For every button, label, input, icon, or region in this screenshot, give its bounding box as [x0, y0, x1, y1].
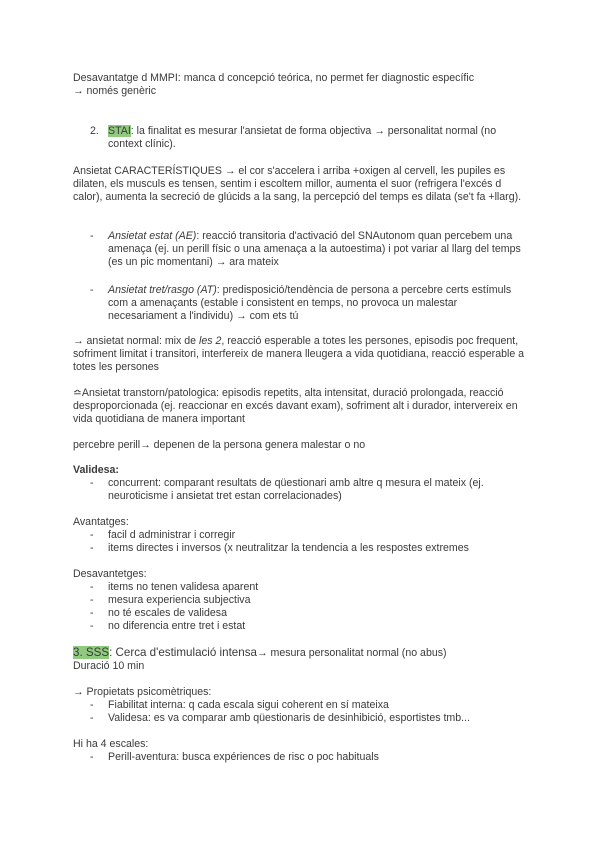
properties-dash-1: - [90, 699, 94, 711]
at-description: : predisposició/tendència de persona a percebre certs estímuls com a amenaçants (estable i consistent en temps, no provoca un malestar necesariament a l'individu) → com ets tú [108, 284, 512, 322]
ae-description: : reacció transitoria d'activació del SNAutonom quan percebem una amenaça (ej. un perill físic o una amenaça a la autoestima) i pot variar al llarg del temps (es un pic momentani) → ara mateix [108, 230, 521, 268]
properties-item-2: Validesa: es va comparar amb qüestionaris de desinhibició, esportistes tmb... [108, 712, 470, 724]
properties-dash-2: - [90, 712, 94, 724]
sss-title: : Cerca d'estimulació intensa [109, 646, 257, 659]
avantatges-dash-1: - [90, 529, 94, 541]
mmpi-disadvantage [73, 72, 525, 98]
avantatges-item-2: items directes i inversos (x neutralitzar la tendencia a les respostes extremes [108, 542, 469, 554]
sss-highlight: 3. SSS [73, 646, 110, 659]
validesa-dash: - [90, 477, 94, 489]
desavantatges-dash-2: - [90, 594, 94, 606]
mmpi-line-2: → només genèric [73, 85, 157, 97]
normal-pre: → ansietat normal: mix de [73, 335, 199, 347]
desavantatges-title: Desavantetges: [73, 568, 147, 580]
avantatges-title: Avantatges: [73, 516, 129, 528]
validesa-item: concurrent: comparant resultats de qüestionari amb altre q mesura el mateix (ej. neuroticisme i ansietat tret estan correlacionades) [108, 477, 484, 502]
mmpi-line-1: Desavantatge d MMPI: manca d concepció teórica, no permet fer diagnostic específic [73, 72, 475, 84]
perceive-danger: percebre perill→ depenen de la persona genera malestar o no [73, 439, 366, 451]
scales-dash-1: - [90, 751, 94, 763]
validesa-title: Validesa: [73, 464, 119, 476]
desavantatges-dash-3: - [90, 607, 94, 619]
avantatges-dash-2: - [90, 542, 94, 554]
stai-heading [108, 125, 528, 151]
pathological-anxiety: ≏Ansietat transtorn/patologica: episodis repetits, alta intensitat, duració prolongada, reacció desproporcionada (ej. reaccionar en excés davant exam), sofriment alt i durador, intervereix en vida quotidiana de manera important [73, 387, 518, 425]
normal-em: les 2 [199, 335, 222, 347]
ae-dash: - [90, 230, 94, 242]
desavantatges-item-1: items no tenen validesa aparent [108, 581, 259, 593]
sss-heading [73, 646, 525, 660]
stai-description: : la finalitat es mesurar l'ansietat de forma objectiva → personalitat normal (no context clínic). [108, 125, 497, 150]
anxiety-characteristics: Ansietat CARACTERÍSTIQUES → el cor s'accelera i arriba +oxigen al cervell, les pupiles es dilaten, els musculs es tensen, sentim i escoltem millor, aumenta el suor (refrigera l'excés d calor), aumenta la secreció de glúcids a la sang, la percepció del temps es dilata (se't fa +llarg). [73, 165, 522, 203]
stai-highlight: STAI [108, 125, 131, 137]
desavantatges-dash-4: - [90, 620, 94, 632]
desavantatges-item-3: no té escales de validesa [108, 607, 227, 619]
ae-term: Ansietat estat (AE) [108, 230, 197, 242]
desavantatges-dash-1: - [90, 581, 94, 593]
at-term: Ansietat tret/rasgo (AT) [108, 284, 217, 296]
avantatges-item-1: facil d administrar i corregir [108, 529, 236, 541]
normal-anxiety [73, 335, 525, 374]
stai-number: 2. [90, 125, 99, 137]
anxiety-state [108, 230, 528, 269]
normal-post: , reacció esperable a totes les persones, episodis poc frequent, sofriment limitat i transitori, interfereix de manera lleugera a vida quotidiana, reacció esperable a totes les persones [73, 335, 525, 373]
sss-duration: Duració 10 min [73, 660, 145, 672]
sss-rest: → mesura personalitat normal (no abus) [256, 647, 447, 659]
scales-item-1: Perill-aventura: busca expériences de risc o poc habituals [108, 751, 379, 763]
anxiety-trait [108, 284, 528, 323]
desavantatges-item-4: no diferencia entre tret i estat [108, 620, 246, 632]
at-dash: - [90, 284, 94, 296]
scales-title: Hi ha 4 escales: [73, 738, 149, 750]
properties-item-1: Fiabilitat interna: q cada escala sigui coherent en sí mateixa [108, 699, 389, 711]
properties-title: → Propietats psicomètriques: [73, 686, 212, 698]
desavantatges-item-2: mesura experiencia subjectiva [108, 594, 251, 606]
